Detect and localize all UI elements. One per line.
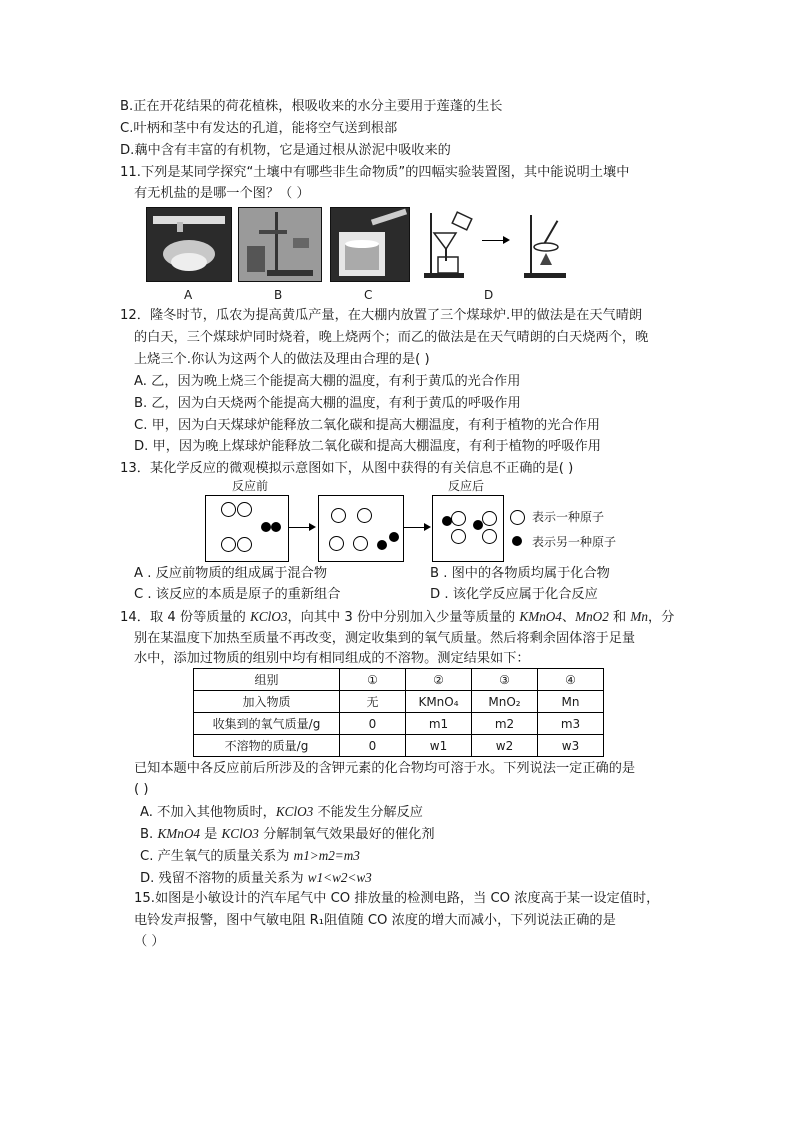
q12-stem-2: 的白天，三个煤球炉同时烧着，晚上烧两个；而乙的做法是在天气晴朗的白天烧两个，晚 — [134, 330, 649, 345]
q14-stem-2: 别在某温度下加热至质量不再改变，测定收集到的氧气质量。然后将剩余固体溶于足量 — [134, 631, 636, 646]
photo-d-filtration — [418, 207, 480, 280]
filled-atom — [389, 532, 399, 542]
after-label: 反应后 — [448, 479, 485, 493]
open-atom — [329, 536, 344, 551]
q10-option-d: D.藕中含有丰富的有机物，它是通过根从淤泥中吸收来的 — [120, 143, 451, 158]
photo-arrow-head — [503, 236, 510, 244]
legend-open-text: 表示一种原子 — [532, 510, 605, 524]
table-cell: w3 — [538, 735, 604, 757]
q14-note: 已知本题中各反应前后所涉及的含钾元素的化合物均可溶于水。下列说法一定正确的是 — [134, 761, 636, 776]
q12-stem-3: 上烧三个.你认为这两个人的做法及理由合理的是( ) — [134, 352, 430, 367]
photo-label-c: C — [364, 288, 373, 302]
table-cell: 0 — [340, 735, 406, 757]
filled-atom — [261, 522, 271, 532]
filled-atom — [473, 520, 483, 530]
open-atom — [451, 511, 466, 526]
q14-option-b: B. KMnO4 是 KClO3 分解制氧气效果最好的催化剂 — [140, 826, 435, 842]
q14-answer-blank: ( ) — [134, 782, 149, 797]
q12-stem: 12．隆冬时节，瓜农为提高黄瓜产量，在大棚内放置了三个煤球炉.甲的做法是在天气晴朗 — [120, 308, 643, 323]
open-atom — [221, 537, 236, 552]
q13-option-b: B . 图中的各物质均属于化合物 — [430, 566, 610, 581]
table-cell: 0 — [340, 713, 406, 735]
table-cell: MnO₂ — [472, 691, 538, 713]
table-cell: m1 — [406, 713, 472, 735]
filled-atom — [271, 522, 281, 532]
photo-b-ring-stand — [238, 207, 322, 282]
photo-label-d: D — [484, 288, 494, 302]
open-atom — [482, 511, 497, 526]
table-cell: w1 — [406, 735, 472, 757]
table-row — [194, 713, 604, 735]
table-header-row — [194, 669, 604, 691]
legend-open-atom — [510, 510, 525, 525]
table-cell: w2 — [472, 735, 538, 757]
q15-answer-blank: （ ） — [134, 934, 165, 949]
q14-option-c: C. 产生氧气的质量关系为 m1>m2=m3 — [140, 848, 360, 864]
table-cell: KMnO₄ — [406, 691, 472, 713]
q15-stem-2: 电铃发声报警，图中气敏电阻 R₁阻值随 CO 浓度的增大而减小，下列说法正确的是 — [134, 913, 616, 928]
q14-option-a: A. 不加入其他物质时，KClO3 不能发生分解反应 — [140, 804, 423, 820]
q13-stem: 13．某化学反应的微观模拟示意图如下，从图中获得的有关信息不正确的是( ) — [120, 461, 574, 476]
table-cell: ④ — [538, 669, 604, 691]
q14-option-d: D. 残留不溶物的质量关系为 w1<w2<w3 — [140, 870, 372, 886]
legend-filled-atom — [512, 536, 522, 546]
arrow-2-head — [424, 523, 431, 531]
q11-stem: 11.下列是某同学探究“土壤中有哪些非生命物质”的四幅实验装置图，其中能说明土壤中 — [120, 165, 630, 180]
q14-stem: 14．取 4 份等质量的 KClO3，向其中 3 份中分别加入少量等质量的 KMnO4、MnO2 和 Mn，分 — [120, 609, 675, 625]
q11-stem-2: 有无机盐的是哪一个图？（ ） — [134, 186, 310, 201]
before-box — [205, 495, 289, 562]
open-atom — [482, 529, 497, 544]
filled-atom — [377, 540, 387, 550]
table-cell: ② — [406, 669, 472, 691]
after-box — [432, 495, 504, 562]
q13-option-d: D . 该化学反应属于化合反应 — [430, 587, 598, 602]
open-atom — [353, 536, 368, 551]
table-row — [194, 735, 604, 757]
open-atom — [237, 537, 252, 552]
table-cell: 组别 — [194, 669, 340, 691]
open-atom — [237, 502, 252, 517]
photo-label-b: B — [274, 288, 283, 302]
table-cell: 不溶物的质量/g — [194, 735, 340, 757]
table-cell: ③ — [472, 669, 538, 691]
table-cell: m3 — [538, 713, 604, 735]
table-cell: m2 — [472, 713, 538, 735]
table-cell: Mn — [538, 691, 604, 713]
q15-stem: 15.如图是小敏设计的汽车尾气中 CO 排放量的检测电路，当 CO 浓度高于某一设定值时， — [134, 891, 660, 906]
q12-option-a: A. 乙，因为晚上烧三个能提高大棚的温度，有利于黄瓜的光合作用 — [134, 374, 521, 389]
arrow-2 — [404, 527, 426, 528]
q13-option-a: A . 反应前物质的组成属于混合物 — [134, 566, 328, 581]
table-cell: 无 — [340, 691, 406, 713]
photo-c-heating-beaker — [330, 207, 410, 282]
open-atom — [331, 508, 346, 523]
photo-label-a: A — [184, 288, 193, 302]
open-atom — [357, 508, 372, 523]
q10-option-c: C.叶柄和茎中有发达的孔道，能将空气送到根部 — [120, 121, 398, 136]
open-atom — [221, 502, 236, 517]
table-cell: 加入物质 — [194, 691, 340, 713]
legend-filled-text: 表示另一种原子 — [532, 535, 617, 549]
middle-box — [318, 495, 404, 562]
q14-stem-3: 水中，添加过物质的组别中均有相同组成的不溶物。测定结果如下： — [134, 651, 530, 666]
q12-option-d: D. 甲，因为晚上煤球炉能释放二氧化碳和提高大棚温度，有利于植物的呼吸作用 — [134, 439, 601, 454]
before-label: 反应前 — [232, 479, 269, 493]
table-cell: ① — [340, 669, 406, 691]
table-row — [194, 691, 604, 713]
photo-a-burning-soil — [146, 207, 232, 282]
open-atom — [451, 529, 466, 544]
results-table — [193, 668, 604, 757]
arrow-1-head — [309, 523, 316, 531]
table-cell: 收集到的氧气质量/g — [194, 713, 340, 735]
q10-option-b: B.正在开花结果的荷花植株，根吸收来的水分主要用于莲蓬的生长 — [120, 99, 503, 114]
q12-option-c: C. 甲，因为白天煤球炉能释放二氧化碳和提高大棚温度，有利于植物的光合作用 — [134, 418, 600, 433]
photo-d-evaporation — [516, 207, 572, 280]
q12-option-b: B. 乙，因为白天烧两个能提高大棚的温度，有利于黄瓜的呼吸作用 — [134, 396, 521, 411]
arrow-1 — [289, 527, 311, 528]
q13-option-c: C . 该反应的本质是原子的重新组合 — [134, 587, 341, 602]
